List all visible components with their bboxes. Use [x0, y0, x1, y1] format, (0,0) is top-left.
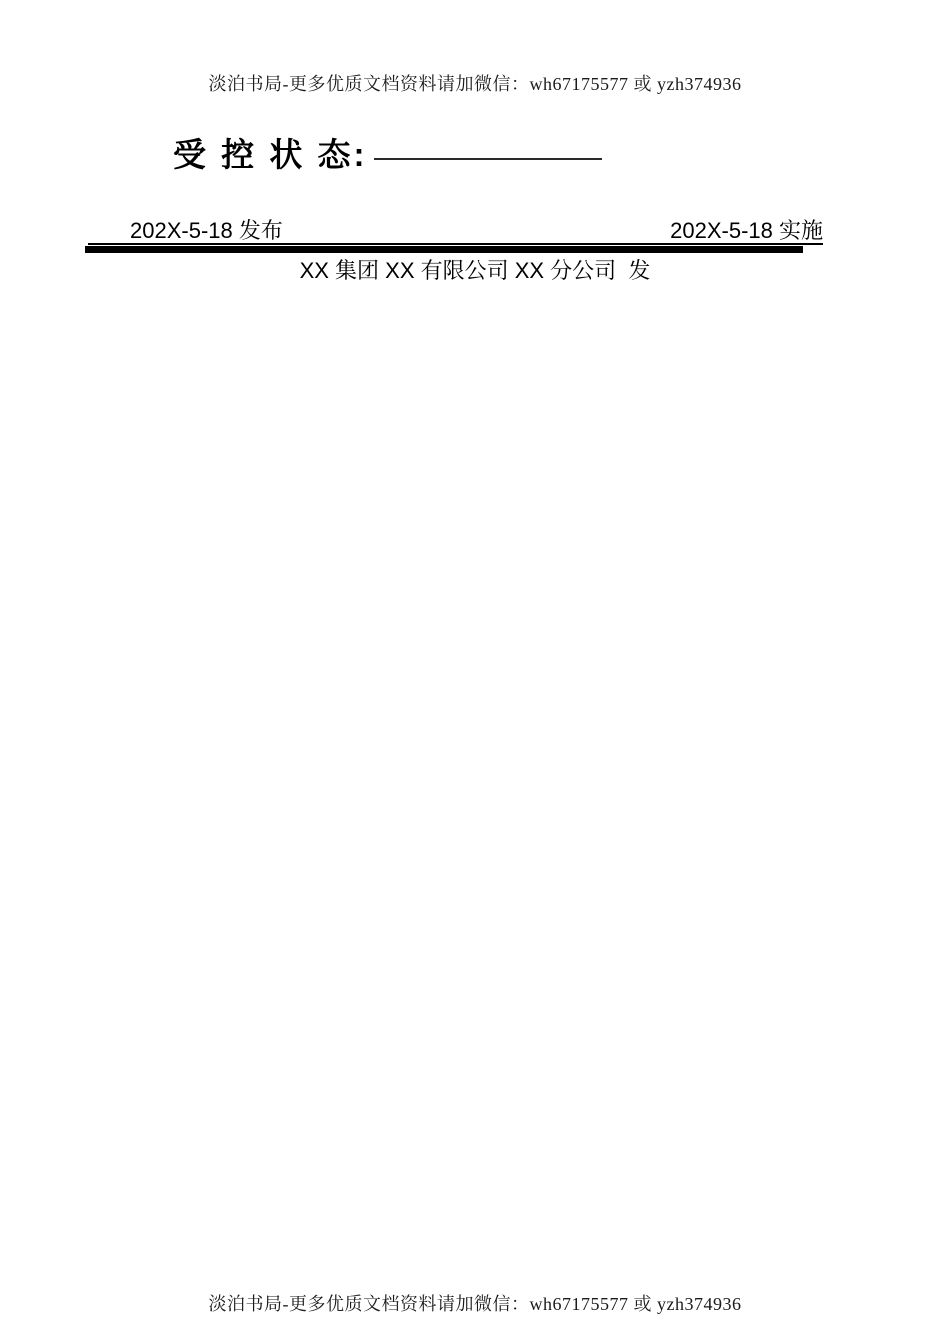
issuer-line: XX 集团 XX 有限公司 XX 分公司 发	[299, 258, 651, 283]
separator-thick-bar	[85, 246, 803, 253]
controlled-state-label: 受 控 状 态:	[173, 136, 368, 173]
dates-row	[88, 220, 823, 245]
footer-promo-note: 淡泊书局-更多优质文档资料请加微信：wh67175577 或 yzh374936	[208, 1294, 742, 1314]
header-promo-note: 淡泊书局-更多优质文档资料请加微信：wh67175577 或 yzh374936	[208, 74, 742, 94]
release-date: 202X-5-18 发布	[130, 218, 283, 243]
controlled-state-blank-underline	[374, 158, 602, 160]
implement-date: 202X-5-18 实施	[670, 218, 823, 243]
